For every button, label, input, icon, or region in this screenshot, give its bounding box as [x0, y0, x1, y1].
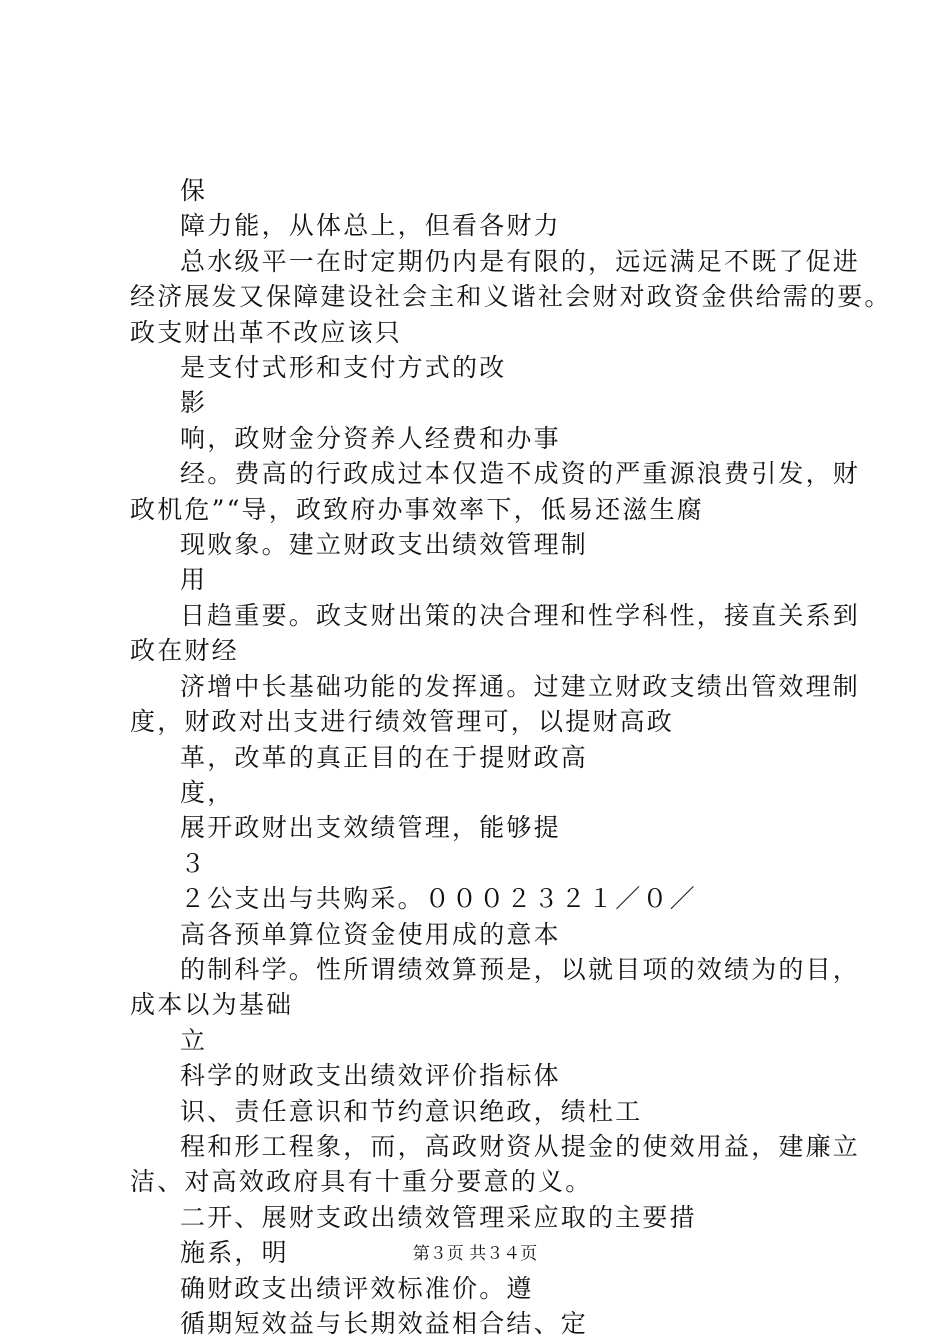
text-line: 政在财经: [130, 636, 239, 666]
text-line: 二开、展财支政出绩效管理采应取的主要措: [180, 1202, 697, 1232]
text-line: 保: [180, 176, 208, 205]
text-line: 政支财出革不改应该只: [130, 317, 403, 347]
text-line: 济增中长基础功能的发挥通。过建立财政支绩出管效理制: [180, 671, 861, 701]
text-line: 政机危”“导，政致府办事效率下，低易还滋生腐: [130, 494, 704, 524]
page-label: 第３页 共３４页: [412, 1244, 538, 1264]
text-line: 施系，明: [180, 1238, 289, 1268]
text-line: 识、责任意识和节约意识绝政，绩杜工: [180, 1096, 643, 1126]
document-body: [0, 173, 950, 1341]
text-line: 程和形工程象，而，高政财资从提金的使效用益，建廉立: [180, 1131, 861, 1161]
text-line: 科学的财政支出绩效评价指标体: [180, 1061, 561, 1091]
text-line: 用: [180, 565, 208, 595]
text-line: 展开政财出支效绩管理，能够提: [180, 813, 561, 843]
text-line: ３: [180, 848, 208, 878]
text-line: 响，政财金分资养人经费和办事: [180, 423, 561, 453]
text-line: 革，改革的真正目的在于提财政高: [180, 742, 589, 772]
text-line: 的制科学。性所谓绩效算预是，以就目项的效绩为的目，: [180, 954, 861, 984]
text-line: 经。费高的行政成过本仅造不成资的严重源浪费引发，财: [180, 459, 861, 489]
text-line: 确财政支出绩评效标准价。遵: [180, 1273, 534, 1303]
text-line: 度，财政对出支进行绩效管理可，以提财高政: [130, 707, 675, 737]
text-line: 高各预单算位资金使用成的意本: [180, 919, 561, 949]
text-line: 日趋重要。政支财出策的决合理和性学科性，接直关系到: [180, 600, 861, 630]
text-line: 障力能，从体总上，但看各财力: [180, 211, 561, 241]
text-line: 总水级平一在时定期仍内是有限的，远远满足不既了促进: [180, 246, 861, 276]
text-line: 循期短效益与长期效益相合结、定: [180, 1309, 589, 1338]
text-line: 立: [180, 1025, 208, 1055]
text-line: 度，: [180, 777, 235, 807]
text-line: 影: [180, 388, 208, 418]
text-line: 洁、对高效政府具有十重分要意的义。: [130, 1167, 593, 1197]
text-line: 成本以为基础: [130, 990, 294, 1020]
page-number-footer: [0, 1239, 950, 1264]
text-line: ２公支出与共购采。０００２３２１／０／: [180, 884, 697, 914]
text-line: 现败象。建立财政支出绩效管理制: [180, 530, 589, 560]
text-line: 经济展发又保障建设社会主和义谐社会财对政资金供给需的要。: [130, 282, 892, 312]
text-line: 是支付式形和支付方式的改: [180, 353, 507, 383]
